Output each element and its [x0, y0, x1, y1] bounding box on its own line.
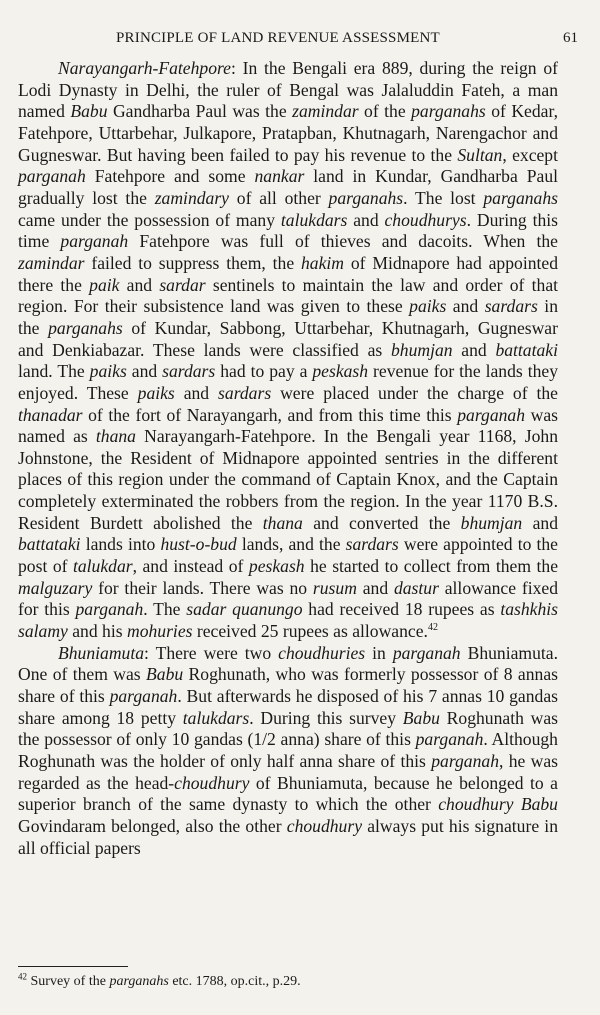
text-run: of Bhuniamuta, because he belonged to a superior branch of the same dynasty to which the other	[18, 772, 558, 815]
italic-term: bhumjan	[460, 512, 523, 533]
italic-term: paik	[89, 274, 120, 295]
text-run: . Although Roghunath was the holder of only half anna share of this	[18, 729, 558, 771]
text-run: Fatehpore was full of thieves and dacoits. When the	[128, 231, 558, 252]
italic-term: rusum	[312, 577, 357, 598]
italic-term: sardars	[345, 534, 399, 555]
text-run: . During this survey	[249, 707, 403, 728]
text-run: always put his signature in all official papers	[18, 815, 558, 858]
text-run: revenue for the lands they enjoyed. These	[18, 361, 559, 403]
running-header	[18, 30, 582, 54]
italic-term: zamindar	[18, 252, 85, 273]
text-run: for their lands. There was no	[92, 577, 313, 598]
text-run: and	[119, 274, 160, 295]
italic-term: Babu	[402, 707, 440, 728]
italic-term: Sultan	[457, 144, 503, 165]
text-run: Roghunath was the possessor of only 10 gandas (1/2 anna) share of this	[18, 707, 559, 750]
italic-term: tashkhis salamy	[18, 599, 559, 642]
paragraph-bhuniamuta	[18, 643, 558, 860]
text-run: and	[446, 296, 485, 317]
text-run: sentinels to maintain the law and order of that region. For their subsistence land was given to these	[18, 274, 559, 317]
text-run: received 25 rupees as allowance.	[192, 621, 428, 642]
italic-term: nankar	[254, 166, 305, 187]
italic-term: battataki	[495, 339, 558, 360]
italic-term: paiks	[137, 382, 175, 403]
text-run: , and instead of	[132, 556, 249, 577]
text-run: Gandharba Paul was the	[107, 101, 293, 122]
section-heading-bhuniamuta: Bhuniamuta	[58, 642, 145, 663]
text-run: was named as	[18, 404, 558, 447]
italic-term: parganah	[75, 599, 144, 620]
italic-term: hakim	[300, 252, 344, 273]
text-run: of the fort of Narayangarh, and from this time this	[82, 404, 458, 425]
text-run: and	[452, 339, 496, 360]
text-run: , he was regarded as the head-	[18, 751, 559, 793]
text-run: . The	[143, 599, 187, 620]
text-run: Fatehpore and some	[85, 166, 255, 187]
text-run: came under the possession of many	[18, 209, 281, 230]
text-run: . But afterwards he disposed of his 7 annas 10 gandas share among 18 petty	[18, 686, 558, 728]
italic-term: talukdars	[280, 209, 348, 230]
italic-term: dastur	[393, 577, 439, 598]
italic-term: parganah	[109, 686, 178, 707]
text-run: failed to suppress them, the	[84, 252, 301, 273]
italic-term: thanadar	[18, 404, 83, 425]
text-run: and	[356, 577, 394, 598]
text-run: were appointed to the post of	[18, 534, 558, 577]
footnote-reference: 42	[427, 622, 438, 634]
footnote-divider	[18, 966, 128, 967]
italic-term: choudhury	[286, 815, 363, 836]
italic-term: choudhury	[174, 772, 250, 793]
footnote-number: 42	[18, 971, 27, 982]
italic-term: hust-o-bud	[160, 534, 237, 555]
text-run: : In the Bengali era 889, during the reign of Lodi Dynasty in Delhi, the ruler of Bengal was Jalaluddin Fateh, a man named	[18, 58, 558, 122]
text-run: and converted the	[302, 512, 461, 533]
text-run: in the	[18, 296, 558, 338]
italic-term: sardar	[159, 274, 206, 295]
italic-term: bhumjan	[390, 339, 453, 360]
italic-term: sadar quanungo	[186, 599, 303, 620]
text-run: of Kedar, Fatehpore, Uttarbehar, Julkapore, Pratapban, Khutnagarh, Narengachor and Gugneswar. But having been failed to pay his revenue to the	[18, 101, 558, 165]
text-run: , except	[502, 144, 558, 165]
text-run: and his	[67, 621, 127, 642]
italic-term: talukdars	[182, 707, 250, 728]
italic-term: parganah	[431, 751, 499, 771]
italic-term: parganahs	[483, 187, 558, 208]
italic-term: choudhury Babu	[438, 794, 558, 815]
footnote-italic-term: parganahs	[109, 974, 169, 989]
italic-term: paiks	[409, 296, 447, 317]
text-run: and	[347, 209, 385, 230]
italic-term: sardars	[162, 361, 216, 382]
italic-term: sardars	[218, 382, 272, 403]
footnote-text-pre: Survey of the	[27, 974, 110, 989]
italic-term: parganah	[18, 166, 86, 187]
italic-term: thana	[95, 426, 136, 447]
text-run: Bhuniamuta. One of them was	[18, 642, 558, 685]
footnote-text-post: etc. 1788, op.cit., p.29.	[168, 974, 301, 989]
italic-term: paiks	[89, 361, 127, 382]
text-run: of Kundar, Sabbong, Uttarbehar, Khutnagarh, Gugneswar and Denkiabazar. These lands were classified as	[18, 317, 558, 360]
italic-term: thana	[262, 512, 303, 533]
italic-term: malguzary	[18, 577, 93, 598]
italic-term: peskash	[312, 361, 369, 382]
text-run: Roghunath, who was formerly possessor of 8 annas share of this	[18, 664, 558, 707]
text-run: Narayangarh-Fatehpore. In the Bengali year 1168, John Johnstone, the Resident of Midnapore appointed sentries in the different places of this region under the command of Captain Knox, and the Captain completely exterminated the robbers from the region. In the year 1170 B.S. Resident Burdett abolished the	[18, 426, 558, 533]
text-run: had received 18 rupees as	[302, 599, 501, 620]
italic-term: battataki	[18, 534, 81, 555]
italic-term: Babu	[70, 101, 108, 122]
text-run: land in Kundar, Gandharba Paul gradually lost the	[18, 166, 559, 208]
italic-term: mohuries	[126, 621, 193, 642]
text-run: . During this time	[18, 209, 558, 252]
italic-term: parganah	[60, 231, 129, 252]
text-run: had to pay a	[215, 361, 313, 382]
italic-term: sardars	[484, 296, 538, 317]
body-text	[18, 58, 558, 859]
italic-term: choudhuries	[278, 642, 366, 663]
running-title: PRINCIPLE OF LAND REVENUE ASSESSMENT	[116, 30, 440, 46]
italic-term: parganahs	[411, 101, 486, 122]
text-run: in	[365, 642, 393, 663]
text-run: : There were two	[144, 642, 279, 663]
italic-term: peskash	[248, 556, 305, 577]
page-number: 61	[563, 30, 578, 46]
italic-term: choudhurys	[384, 209, 467, 230]
text-run: and	[522, 512, 558, 533]
text-run: he started to collect from them the	[304, 556, 559, 577]
text-run: land. The	[18, 361, 90, 382]
section-heading-narayangarh-fatehpore: Narayangarh-Fatehpore	[58, 58, 231, 78]
footnote	[18, 971, 301, 990]
text-run: and	[174, 382, 219, 403]
text-run: of Midnapore had appointed there the	[18, 252, 559, 295]
italic-term: Babu	[146, 664, 184, 685]
paragraph-narayangarh-fatehpore	[18, 58, 558, 643]
italic-term: parganahs	[328, 187, 404, 208]
text-run: Govindaram belonged, also the other	[18, 815, 287, 836]
italic-term: zamindar	[292, 101, 359, 122]
italic-term: parganah	[457, 404, 526, 425]
italic-term: parganah	[392, 642, 461, 663]
text-run: were placed under the charge of the	[271, 382, 558, 403]
text-run: of all other	[229, 187, 329, 208]
text-run: lands, and the	[236, 534, 346, 555]
italic-term: zamindary	[154, 187, 229, 208]
text-run: allowance fixed for this	[18, 577, 558, 620]
italic-term: parganahs	[48, 317, 123, 338]
italic-term: talukdar	[72, 556, 133, 577]
text-run: and	[126, 361, 163, 382]
text-run: . The lost	[403, 187, 484, 208]
text-run: of the	[358, 101, 412, 122]
text-run: lands into	[80, 534, 161, 555]
italic-term: parganah	[415, 729, 484, 750]
